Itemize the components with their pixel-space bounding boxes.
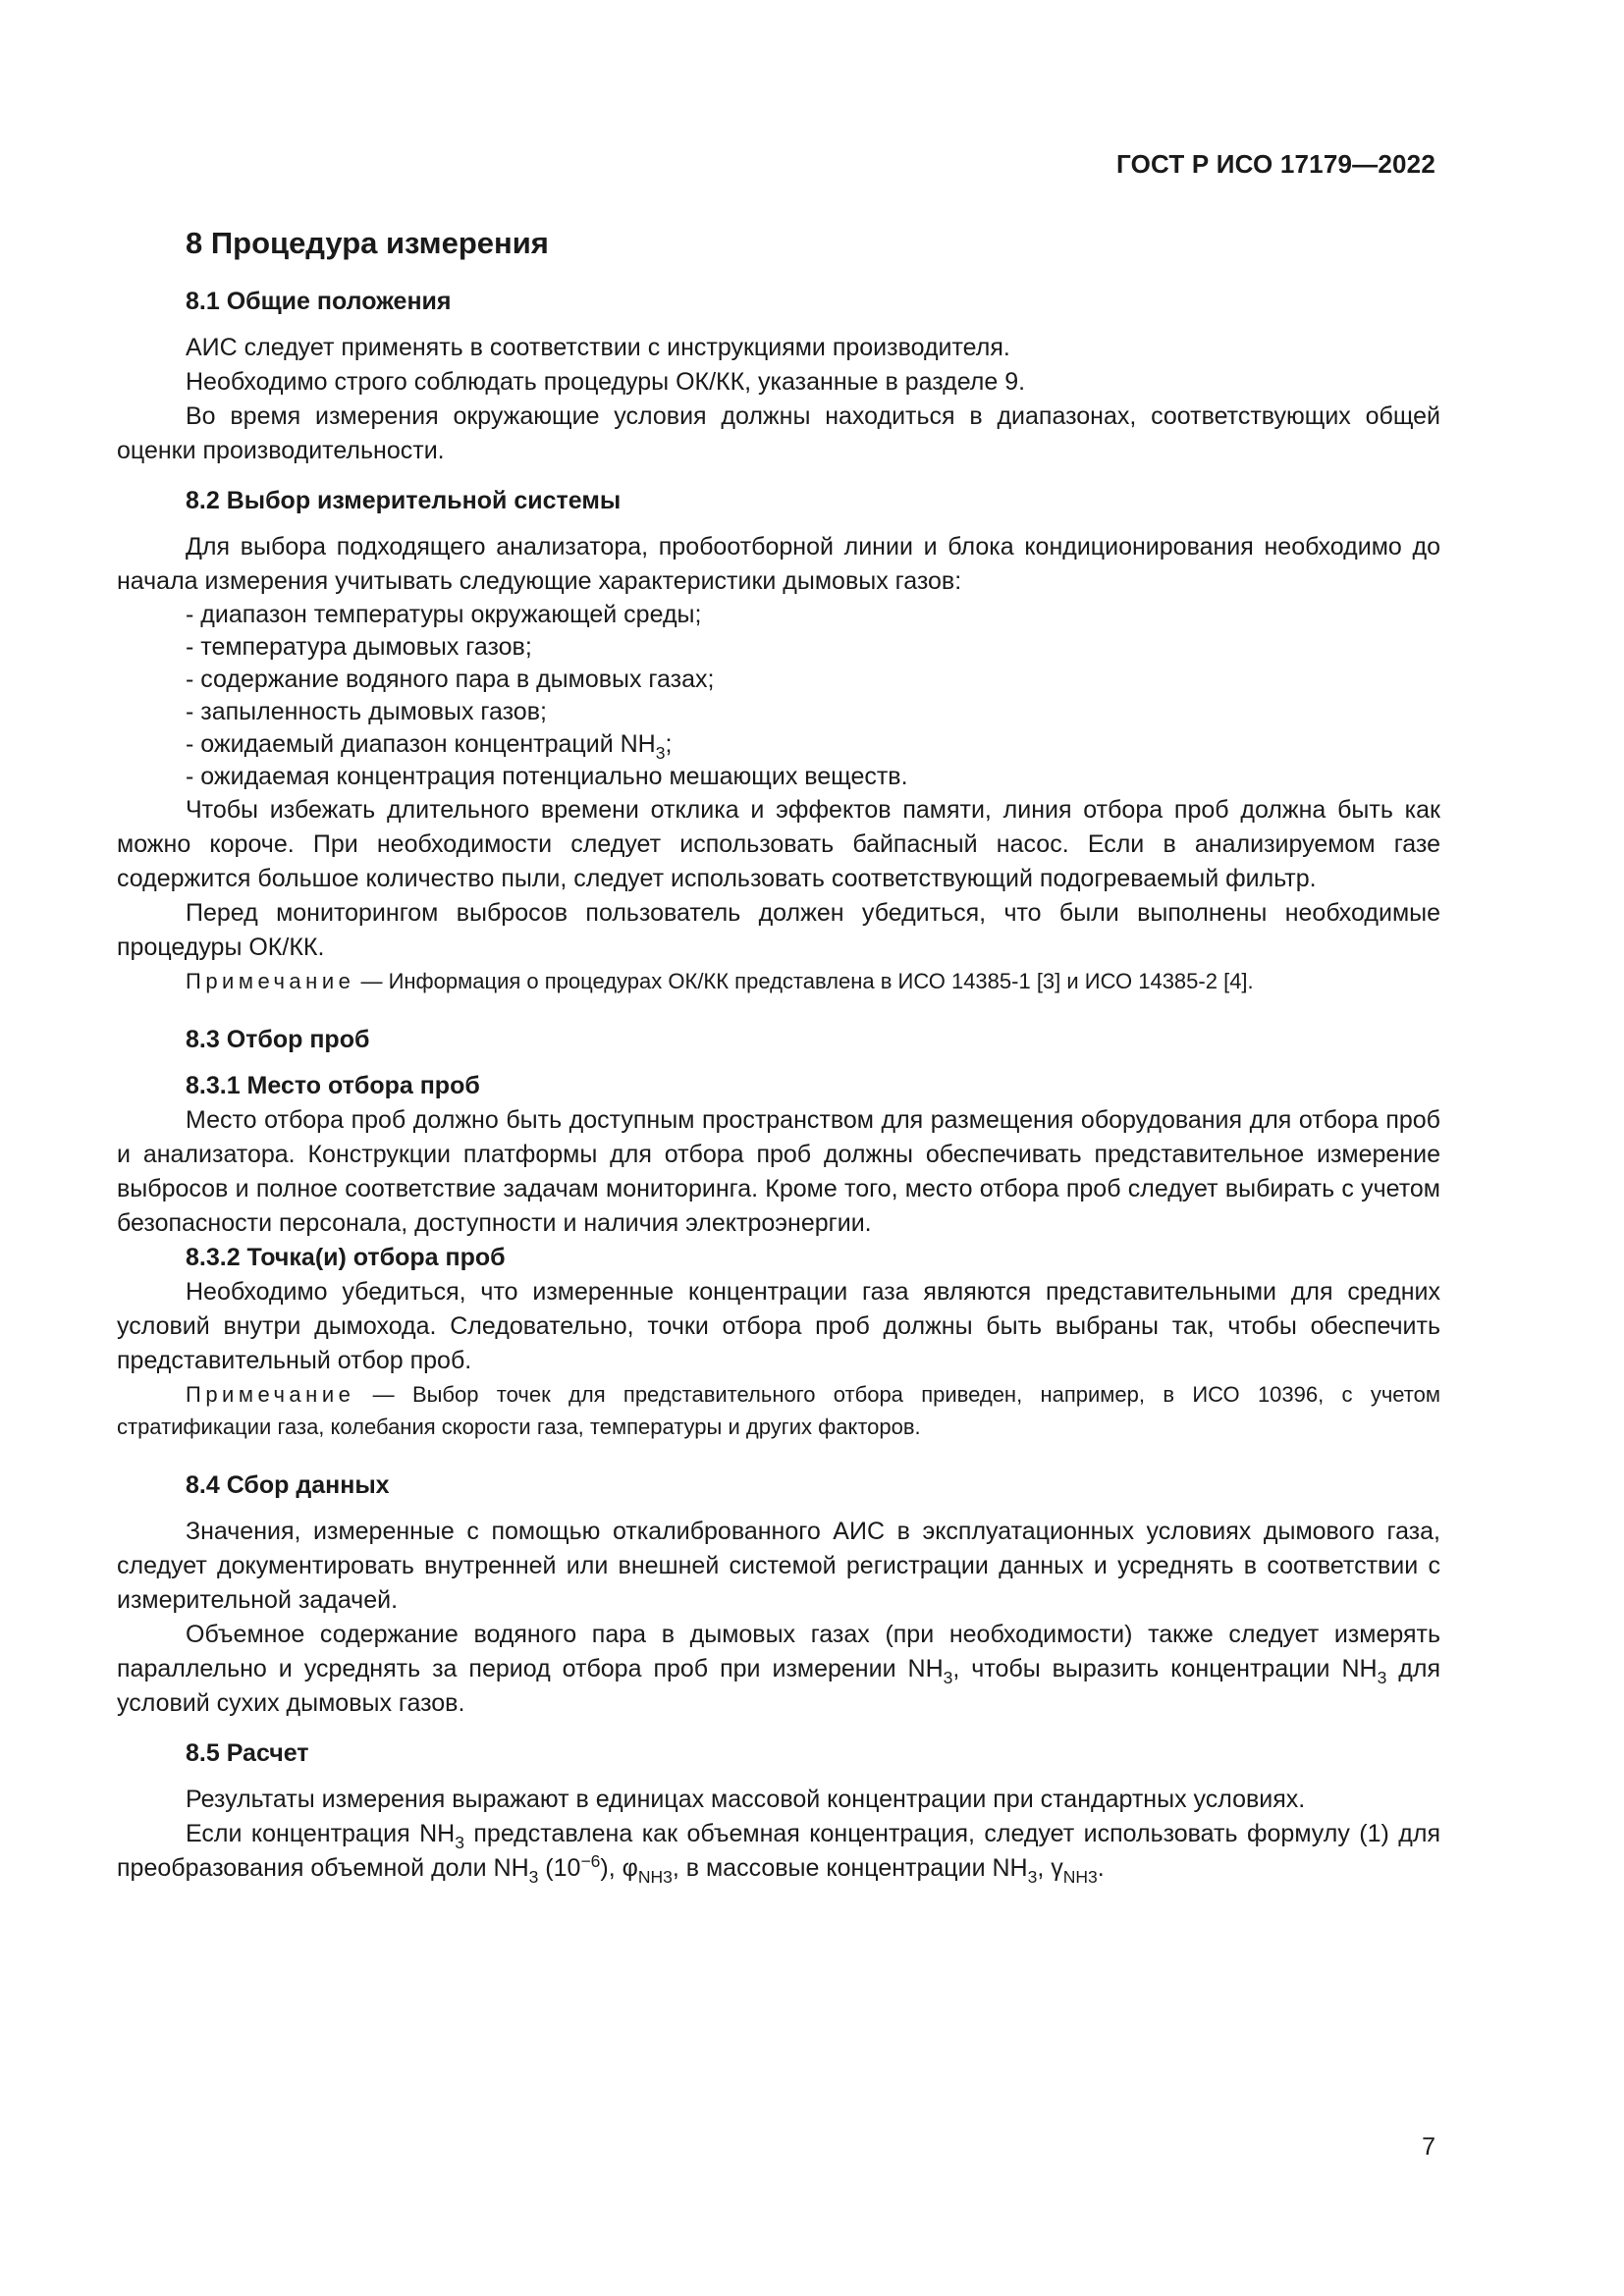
text-run: ), φ (600, 1854, 638, 1882)
subscript: 3 (943, 1668, 953, 1687)
paragraph (117, 1817, 1440, 1886)
characteristics-list (117, 599, 1440, 793)
subscript: NH3 (1062, 1867, 1098, 1887)
section-8-3-1-title: 8.3.1 Место отбора проб (186, 1072, 480, 1099)
section-8-3-title: 8.3 Отбор проб (186, 1026, 370, 1053)
list-item (186, 728, 1440, 761)
subscript: 3 (1377, 1668, 1387, 1687)
text-run: представлена как объемная концентрация, следует использовать формулу (1) для преобразования объемной доли NH (117, 1820, 1440, 1882)
text-run: (10 (538, 1854, 581, 1882)
list-item: - запыленность дымовых газов; (186, 698, 547, 725)
list-item: - температура дымовых газов; (186, 633, 532, 661)
subscript: 3 (528, 1867, 539, 1887)
note (117, 965, 1440, 997)
subscript: 3 (1027, 1867, 1038, 1887)
note-text: — Выбор точек для представительного отбора приведен, например, в ИСО 10396, с учетом стратификации газа, колебания скорости газа, температуры и других факторов. (117, 1382, 1440, 1439)
list-item: - диапазон температуры окружающей среды; (186, 601, 702, 628)
note-label: Примечание (186, 1382, 355, 1407)
text-run: для условий сухих дымовых газов. (117, 1655, 1440, 1717)
section-8-4-title: 8.4 Сбор данных (186, 1471, 390, 1499)
paragraph: Место отбора проб должно быть доступным пространством для размещения оборудования для отбора проб и анализатора. Конструкции платформы для отбора проб должны обеспечивать представительное измерение выбросов и полное соответствие задачам мониторинга. Кроме того, место отбора проб следует выбирать с учетом безопасности персонала, доступности и наличия электроэнергии. (117, 1106, 1440, 1237)
page-content (117, 224, 1440, 1886)
paragraph: Значения, измеренные с помощью откалиброванного АИС в эксплуатационных условиях дымового газа, следует документировать внутренней или внешней системой регистрации данных и усреднять в соответствии с измерительной задачей. (117, 1518, 1440, 1614)
text-run: Объемное содержание водяного пара в дымовых газах (при необходимости) также следует измерять параллельно и усреднять за период отбора проб при измерении NH (117, 1621, 1440, 1682)
text-run: , чтобы выразить концентрации NH (952, 1655, 1378, 1682)
paragraph: Перед мониторингом выбросов пользователь должен убедиться, что были выполнены необходимые процедуры ОК/КК. (117, 899, 1440, 961)
section-8-title: 8 Процедура измерения (186, 226, 549, 260)
paragraph: Чтобы избежать длительного времени отклика и эффектов памяти, линия отбора проб должна быть как можно короче. При необходимости следует использовать байпасный насос. Если в анализируемом газе содержится большое количество пыли, следует использовать соответствующий подогреваемый фильтр. (117, 796, 1440, 892)
section-8-2-title: 8.2 Выбор измерительной системы (186, 487, 622, 514)
paragraph: Во время измерения окружающие условия должны находиться в диапазонах, соответствующих общей оценки производительности. (117, 402, 1440, 464)
subscript: 3 (455, 1833, 464, 1852)
paragraph: АИС следует применять в соответствии с инструкциями производителя. (186, 334, 1010, 361)
paragraph (117, 1618, 1440, 1721)
text-run: Если концентрация NH (186, 1820, 456, 1847)
paragraph: Для выбора подходящего анализатора, пробоотборной линии и блока кондиционирования необходимо до начала измерения учитывать следующие характеристики дымовых газов: (117, 533, 1440, 595)
superscript: −6 (580, 1851, 601, 1871)
document-header: ГОСТ Р ИСО 17179—2022 (1115, 149, 1435, 179)
text-run: , в массовые концентрации NH (672, 1854, 1028, 1882)
paragraph: Необходимо строго соблюдать процедуры ОК/КК, указанные в разделе 9. (186, 368, 1026, 396)
paragraph: Результаты измерения выражают в единицах массовой концентрации при стандартных условиях. (186, 1786, 1306, 1813)
paragraph: Необходимо убедиться, что измеренные концентрации газа являются представительными для средних условий внутри дымохода. Следовательно, точки отбора проб должны быть выбраны так, чтобы обеспечить представительный отбор проб. (117, 1278, 1440, 1374)
section-8-3-2-title: 8.3.2 Точка(и) отбора проб (186, 1244, 506, 1271)
text-run: , γ (1037, 1854, 1063, 1882)
note (117, 1378, 1440, 1443)
subscript: 3 (655, 743, 666, 763)
note-label: Примечание (186, 969, 355, 993)
list-item-tail: ; (665, 730, 673, 758)
list-item: - содержание водяного пара в дымовых газах; (186, 666, 715, 693)
list-item: - ожидаемая концентрация потенциально мешающих веществ. (186, 763, 908, 790)
section-8-5-title: 8.5 Расчет (186, 1739, 309, 1767)
note-text: — Информация о процедурах ОК/КК представлена в ИСО 14385-1 [3] и ИСО 14385-2 [4]. (354, 969, 1254, 993)
section-8-1-title: 8.1 Общие положения (186, 288, 452, 315)
text-run: . (1097, 1854, 1105, 1882)
list-item-text: - ожидаемый диапазон концентраций NH (186, 730, 656, 758)
page-number: 7 (1422, 2133, 1435, 2161)
subscript: NH3 (637, 1867, 673, 1887)
